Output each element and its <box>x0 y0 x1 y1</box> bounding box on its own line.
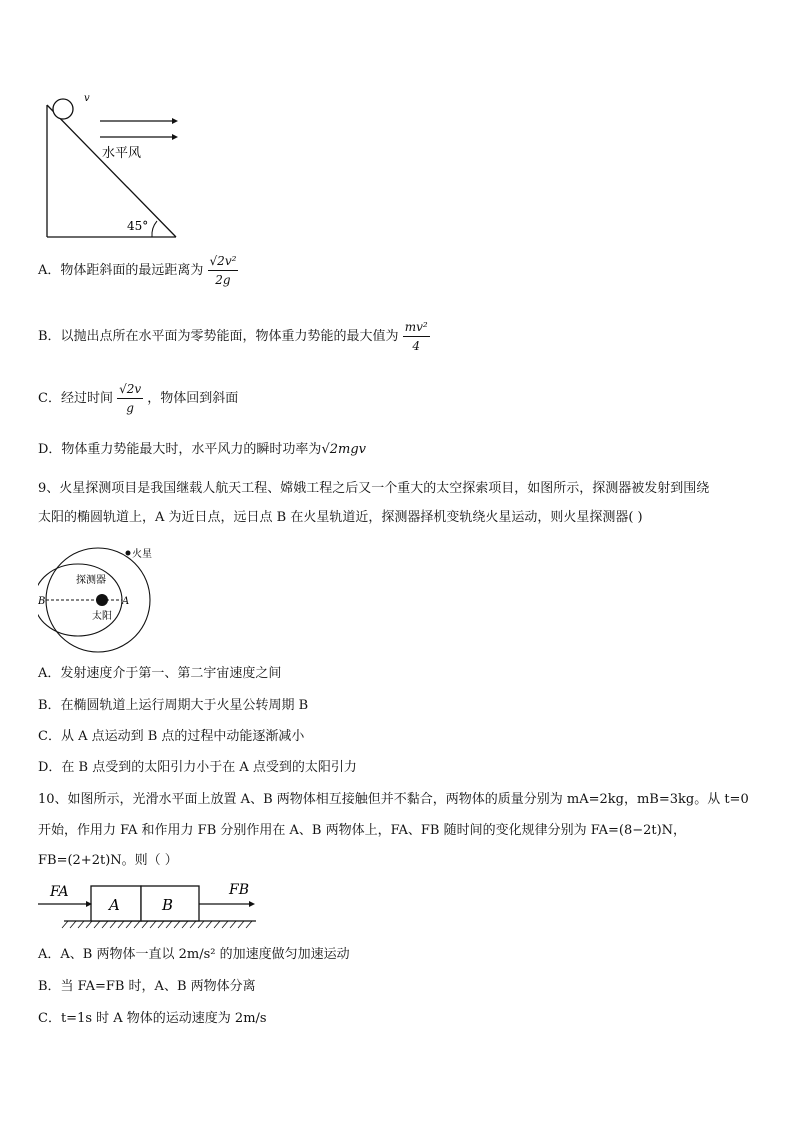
q10-stem-line-1: 10、如图所示，光滑水平面上放置 A、B 两物体相互接触但并不黏合，两物体的质量分别为 mA=2kg，mB=3kg。从 t=0 <box>38 792 749 807</box>
blocks-figure <box>36 874 266 934</box>
q8-option-c: C．经过时间 $\frac{√2v}{g}$ ，物体回到斜面 <box>38 382 239 415</box>
fb-label: FB <box>229 882 250 898</box>
sun-label: 太阳 <box>92 611 112 622</box>
probe-label: 探测器 <box>76 575 106 586</box>
q9-option-d: D．在 B 点受到的太阳引力小于在 A 点受到的太阳引力 <box>38 760 357 775</box>
q10-option-a: A．A、B 两物体一直以 2m/s² 的加速度做匀加速运动 <box>38 947 350 962</box>
q8-option-b: B．以抛出点所在水平面为零势能面，物体重力势能的最大值为 $\frac{\text{mv²}}{4}$ <box>38 320 428 353</box>
q9-stem-line-1: 9、火星探测项目是我国继载人航天工程、嫦娥工程之后又一个重大的太空探索项目，如图所示，探测器被发射到围绕 <box>38 481 710 496</box>
ball <box>53 99 73 119</box>
q9-option-c: C．从 A 点运动到 B 点的过程中动能逐渐减小 <box>38 729 305 744</box>
q10-option-b: B．当 FA=FB 时，A、B 两物体分离 <box>38 979 256 994</box>
q9-option-a: A．发射速度介于第一、第二宇宙速度之间 <box>38 666 282 681</box>
q9-option-b: B．在椭圆轨道上运行周期大于火星公转周期 B <box>38 698 309 713</box>
fraction: $\frac{\text{mv²}}{4}$ <box>404 320 428 353</box>
block-b-label: B <box>162 896 174 914</box>
sun <box>96 594 108 606</box>
q8-option-d: D．物体重力势能最大时，水平风力的瞬时功率为√2mgv <box>38 442 366 457</box>
wind-label: 水平风 <box>102 146 142 161</box>
point-a-label: A <box>122 596 130 607</box>
fraction: $\frac{\text{√2v²}}{2g}$ <box>209 254 237 287</box>
velocity-label: v <box>84 93 90 104</box>
orbit-figure <box>38 545 173 655</box>
q10-stem-line-2: 开始，作用力 FA 和作用力 FB 分别作用在 A、B 两物体上，FA、FB 随时间的变化规律分别为 FA=(8−2t)N， <box>38 823 687 838</box>
q8-option-a: A．物体距斜面的最远距离为 $\frac{\text{√2v²}}{2g}$ <box>38 254 237 287</box>
mars-label: 火星 <box>132 549 152 560</box>
fraction: $\frac{√2v}{g}$ <box>119 382 142 415</box>
incline-figure <box>30 85 190 245</box>
point-b-label: B <box>38 596 46 607</box>
block-a-label: A <box>109 896 120 914</box>
q10-stem-line-3: FB=(2+2t)N。则（ ） <box>38 853 178 868</box>
angle-label: 45° <box>127 219 149 233</box>
q9-stem-line-2: 太阳的椭圆轨道上，A 为近日点，远日点 B 在火星轨道近，探测器择机变轨绕火星运动，则火星探测器( ) <box>38 510 643 525</box>
fa-label: FA <box>50 884 69 900</box>
q10-option-c: C．t=1s 时 A 物体的运动速度为 2m/s <box>38 1011 267 1026</box>
